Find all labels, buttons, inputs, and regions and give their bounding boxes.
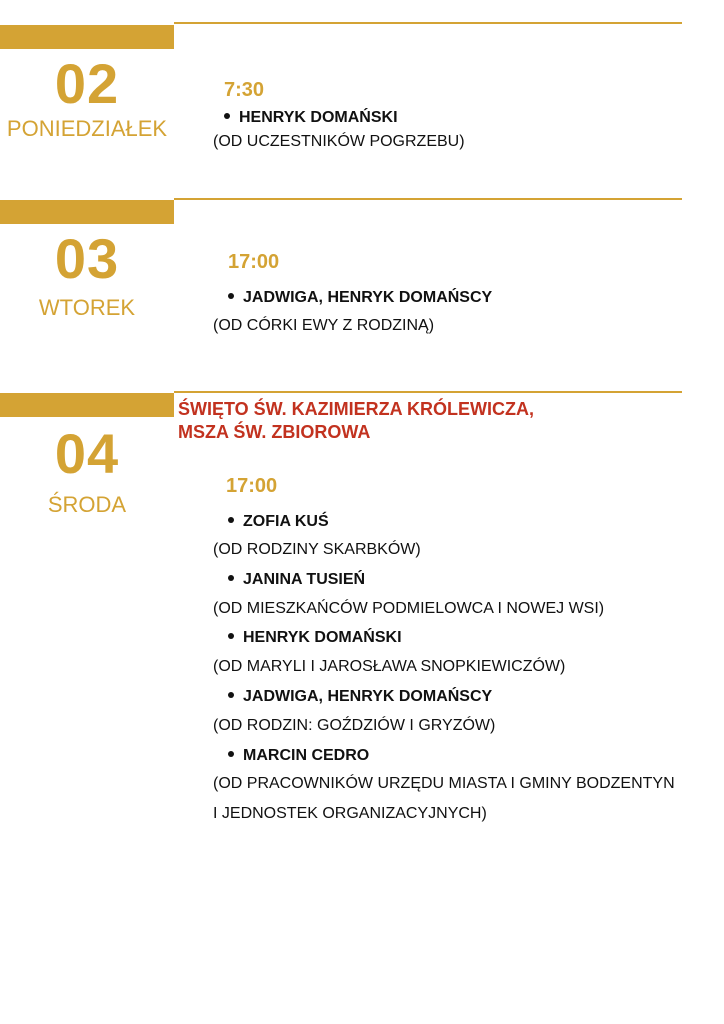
- feast-title-line-2: MSZA ŚW. ZBIOROWA: [178, 422, 371, 443]
- intention-note: (OD CÓRKI EWY Z RODZINĄ): [213, 317, 435, 334]
- intention-name: HENRYK DOMAŃSKI: [228, 630, 402, 646]
- mass-time: 7:30: [224, 79, 265, 101]
- day-header-bar: [0, 393, 174, 417]
- day-number: 03: [54, 227, 120, 290]
- intention-note: (OD MIESZKAŃCÓW PODMIELOWCA I NOWEJ WSI): [213, 600, 605, 617]
- intention-note: (OD RODZINY SKARBKÓW): [213, 541, 421, 558]
- mass-time: 17:00: [228, 251, 280, 273]
- intention-name: JADWIGA, HENRYK DOMAŃSCY: [228, 689, 492, 705]
- mass-time: 17:00: [226, 475, 278, 497]
- day-header-bar: [0, 200, 174, 224]
- divider-line: [174, 198, 682, 200]
- intention-name: HENRYK DOMAŃSKI: [224, 110, 398, 126]
- day-number: 04: [54, 422, 120, 485]
- divider-line: [174, 391, 682, 393]
- divider-line: [174, 22, 682, 24]
- intention-name: JADWIGA, HENRYK DOMAŃSCY: [228, 290, 492, 306]
- intention-name: ZOFIA KUŚ: [228, 514, 329, 530]
- intention-note: (OD PRACOWNIKÓW URZĘDU MIASTA I GMINY BODZENTYN: [213, 775, 675, 792]
- intention-note: (OD UCZESTNIKÓW POGRZEBU): [213, 133, 465, 150]
- intention-name: JANINA TUSIEŃ: [228, 572, 365, 588]
- day-name: PONIEDZIAŁEK: [6, 116, 168, 141]
- intention-note-continued: I JEDNOSTEK ORGANIZACYJNYCH): [213, 805, 487, 822]
- intention-note: (OD RODZIN: GOŹDZIÓW I GRYZÓW): [213, 717, 496, 734]
- day-header-bar: [0, 25, 174, 49]
- feast-title-line-1: ŚWIĘTO ŚW. KAZIMIERZA KRÓLEWICZA,: [178, 399, 534, 419]
- day-number: 02: [54, 52, 120, 115]
- day-name: WTOREK: [38, 295, 136, 320]
- intention-name: MARCIN CEDRO: [228, 748, 369, 764]
- day-name: ŚRODA: [47, 492, 127, 517]
- intention-note: (OD MARYLI I JAROSŁAWA SNOPKIEWICZÓW): [213, 658, 566, 675]
- feast-title: [178, 398, 534, 445]
